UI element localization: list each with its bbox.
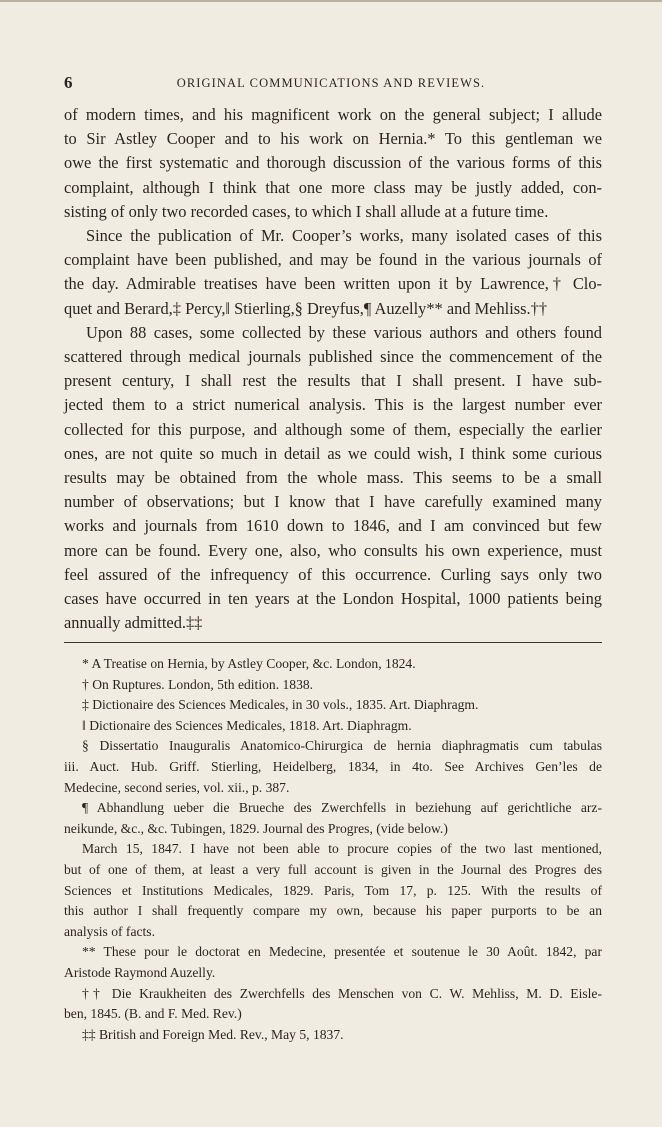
paper-edge-mark bbox=[0, 0, 662, 2]
body-text bbox=[64, 103, 602, 635]
footnote-line: ben, 1845. (B. and F. Med. Rev.) bbox=[64, 1006, 242, 1022]
footnote-line: ‡ Dictionaire des Sciences Medicales, in 30 vols., 1835. Art. Diaphragm. bbox=[82, 697, 479, 713]
footnote-line: ‖ Dictionaire des Sciences Medicales, 1818. Art. Diaphragm. bbox=[82, 717, 412, 733]
body-line: complaint, although I think that one more class may be justly added, con- bbox=[64, 177, 602, 197]
body-line: cases have occurred in ten years at the London Hospital, 1000 patients being bbox=[64, 589, 602, 609]
body-line: works and journals from 1610 down to 1846, and I am convinced but few bbox=[64, 516, 602, 536]
footnote-line: ¶ Abhandlung ueber die Brueche des Zwerchfells in beziehung auf gerichtliche arz- bbox=[82, 800, 602, 816]
body-line: Since the publication of Mr. Cooper’s works, many isolated cases of this bbox=[86, 226, 602, 246]
footnote-line: March 15, 1847. I have not been able to procure copies of the two last mentioned, bbox=[82, 841, 602, 857]
body-line: present century, I shall rest the results that I shall present. I have sub- bbox=[64, 371, 602, 391]
body-line: number of observations; but I know that I have carefully examined many bbox=[64, 492, 602, 512]
body-line: the day. Admirable treatises have been written upon it by Lawrence,† Clo- bbox=[64, 274, 602, 294]
body-line: to Sir Astley Cooper and to his work on Hernia.* To this gentleman we bbox=[64, 129, 602, 149]
footnote-line: †† Die Kraukheiten des Zwerchfells des Menschen von C. W. Mehliss, M. D. Eisle- bbox=[82, 985, 602, 1001]
page-number: 6 bbox=[64, 73, 73, 92]
body-line: owe the first systematic and thorough discussion of the various forms of this bbox=[64, 153, 602, 173]
body-line: feel assured of the infrequency of this occurrence. Curling says only two bbox=[64, 564, 602, 584]
footnote-line: neikunde, &c., &c. Tubingen, 1829. Journal des Progres, (vide below.) bbox=[64, 820, 448, 836]
body-line: quet and Berard,‡ Percy,‖ Stierling,§ Dreyfus,¶ Auzelly** and Mehliss.†† bbox=[64, 298, 548, 318]
body-line: scattered through medical journals published since the commencement of the bbox=[64, 347, 602, 367]
footnotes bbox=[64, 654, 602, 1045]
footnote-line: ‡‡ British and Foreign Med. Rev., May 5, 1837. bbox=[82, 1026, 344, 1042]
footnote-line: analysis of facts. bbox=[64, 923, 155, 939]
footnote-line: § Dissertatio Inauguralis Anatomico-Chirurgica de hernia diaphragmatis cum tabulas bbox=[82, 738, 602, 754]
body-line: of modern times, and his magnificent work on the general subject; I allude bbox=[64, 105, 602, 124]
body-line: jected them to a strict numerical analysis. This is the largest number ever bbox=[64, 395, 602, 415]
footnote-line: * A Treatise on Hernia, by Astley Cooper, &c. London, 1824. bbox=[82, 656, 416, 671]
body-line: Upon 88 cases, some collected by these various authors and others found bbox=[86, 322, 602, 342]
footnote-line: Aristode Raymond Auzelly. bbox=[64, 964, 216, 980]
body-line: results may be obtained from the whole mass. This seems to be a small bbox=[64, 468, 602, 488]
footnote-line: iii. Auct. Hub. Griff. Stierling, Heidelberg, 1834, in 4to. See Archives Gen’les de bbox=[64, 758, 602, 774]
footnote-line: Medecine, second series, vol. xii., p. 387. bbox=[64, 779, 290, 795]
footnote-line: Sciences et Institutions Medicales, 1829. Paris, Tom 17, p. 125. With the results of bbox=[64, 882, 602, 898]
footnote-line: but of one of them, at least a very full account is given in the Journal des Progres des bbox=[64, 861, 602, 877]
body-line: collected for this purpose, and although some of them, especially the earlier bbox=[64, 419, 602, 439]
footnote-line: ** These pour le doctorat en Medecine, presentée et soutenue le 30 Août. 1842, par bbox=[82, 944, 602, 960]
body-line: annually admitted.‡‡ bbox=[64, 613, 203, 633]
body-line: ones, are not quite so much in detail as we could wish, I think some curious bbox=[64, 443, 602, 463]
footnote-line: † On Ruptures. London, 5th edition. 1838. bbox=[82, 676, 314, 692]
footnote-divider bbox=[64, 642, 602, 643]
body-line: sisting of only two recorded cases, to which I shall allude at a future time. bbox=[64, 201, 549, 221]
running-head: ORIGINAL COMMUNICATIONS AND REVIEWS. bbox=[176, 76, 486, 90]
body-line: complaint have been published, and may be found in the various journals of bbox=[64, 250, 602, 270]
footnote-line: this author I shall frequently compare my own, because his paper purports to be an bbox=[64, 903, 602, 919]
body-line: more can be found. Every one, also, who consults his own experience, must bbox=[64, 540, 602, 560]
